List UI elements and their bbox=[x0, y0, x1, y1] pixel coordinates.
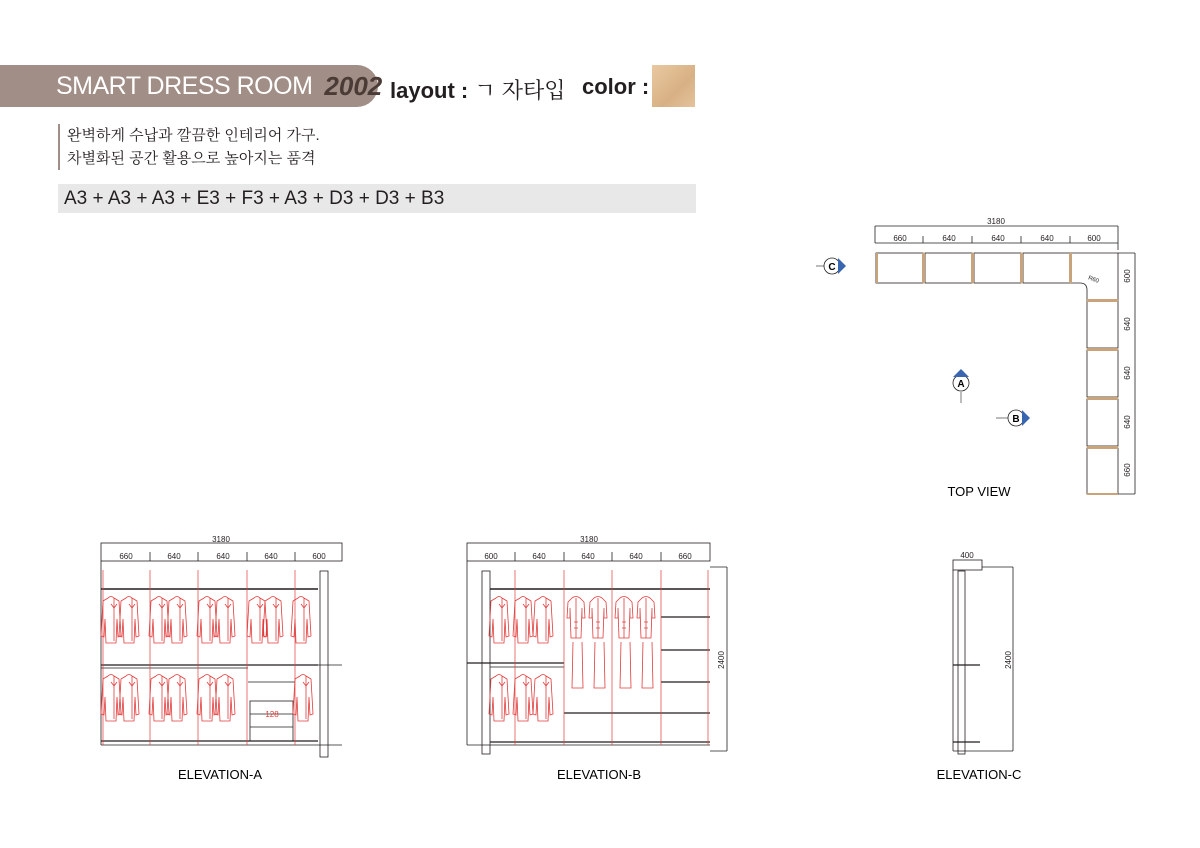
elev-b-total: 3180 bbox=[580, 535, 598, 544]
top-dim: 640 bbox=[942, 234, 956, 243]
side-dim: 660 bbox=[1123, 463, 1132, 477]
elev-b-dim: 600 bbox=[484, 552, 498, 561]
elevation-a-label: ELEVATION-A bbox=[177, 767, 263, 782]
svg-text:C: C bbox=[828, 262, 836, 273]
elevation-b bbox=[467, 535, 727, 782]
layout-label: layout : bbox=[390, 78, 469, 103]
color-label: color : bbox=[582, 74, 650, 99]
top-total-dim: 3180 bbox=[987, 217, 1005, 226]
elevation-c bbox=[937, 551, 1022, 782]
elev-a-dim: 600 bbox=[312, 552, 326, 561]
elev-b-height: 2400 bbox=[717, 651, 726, 669]
svg-text:A: A bbox=[957, 379, 965, 390]
elev-a-dim: 660 bbox=[119, 552, 133, 561]
elevation-a bbox=[101, 535, 342, 782]
elev-a-dim: 640 bbox=[167, 552, 181, 561]
top-dim: 640 bbox=[991, 234, 1005, 243]
elev-b-dim: 660 bbox=[678, 552, 692, 561]
elev-a-dim: 640 bbox=[216, 552, 230, 561]
side-dim: 640 bbox=[1123, 415, 1132, 429]
elev-a-dim: 640 bbox=[264, 552, 278, 561]
top-dim: 660 bbox=[893, 234, 907, 243]
elevation-b-label: ELEVATION-B bbox=[556, 767, 642, 782]
top-dim: 600 bbox=[1087, 234, 1101, 243]
top-view-label: TOP VIEW bbox=[947, 484, 1011, 499]
elev-c-height: 2400 bbox=[1004, 651, 1013, 669]
svg-text:B: B bbox=[1012, 414, 1020, 425]
page-title: SMART DRESS ROOM bbox=[56, 71, 313, 100]
description-line-2: 차별화된 공간 활용으로 높아지는 품격 bbox=[67, 150, 316, 167]
elev-c-width: 400 bbox=[960, 551, 974, 560]
elev-b-dim: 640 bbox=[629, 552, 643, 561]
side-dim: 600 bbox=[1123, 269, 1132, 283]
side-dim: 640 bbox=[1123, 317, 1132, 331]
layout-value: ㄱ 자타입 bbox=[474, 78, 566, 103]
elev-b-dim: 640 bbox=[581, 552, 595, 561]
drawer-dim: 128 bbox=[265, 710, 279, 719]
elev-a-total: 3180 bbox=[212, 535, 230, 544]
module-formula: A3 + A3 + A3 + E3 + F3 + A3 + D3 + D3 + B3 bbox=[58, 184, 696, 213]
side-dim: 640 bbox=[1123, 366, 1132, 380]
description-line-1: 완벽하게 수납과 깔끔한 인테리어 가구. bbox=[67, 127, 320, 144]
elevation-c-label: ELEVATION-C bbox=[936, 767, 1022, 782]
model-number: 2002 bbox=[324, 70, 383, 101]
corner-radius-label: R60 bbox=[1087, 275, 1100, 285]
top-dim: 640 bbox=[1040, 234, 1054, 243]
elev-b-dim: 640 bbox=[532, 552, 546, 561]
